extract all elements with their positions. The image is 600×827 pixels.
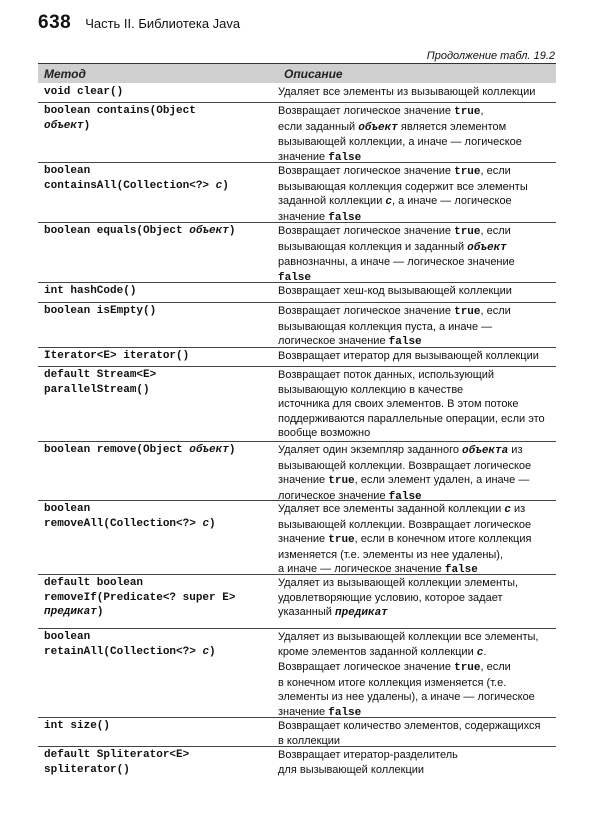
method-description-line	[278, 591, 554, 606]
text-run: изменяется (т.е. элементы из нее удалены),	[278, 548, 504, 561]
method-signature	[44, 284, 274, 299]
text-run: boolean isEmpty()	[44, 305, 157, 317]
row-divider	[38, 102, 556, 103]
italic-term: объект	[189, 444, 229, 456]
method-signature-line	[44, 502, 274, 517]
text-run: containsAll(Collection<?>	[44, 179, 216, 192]
method-signature-line	[44, 719, 274, 734]
text-run: Возвращает логическое значение	[278, 105, 455, 117]
text-run: )	[96, 606, 104, 618]
method-description	[278, 368, 554, 441]
text-run: , если	[480, 305, 511, 317]
table-continuation-note: Продолжение табл. 19.2	[426, 50, 555, 62]
italic-term: объект	[467, 241, 507, 254]
row-divider	[38, 302, 556, 303]
method-signature-line	[44, 748, 274, 763]
italic-term: c	[476, 646, 484, 659]
method-signature	[44, 368, 274, 397]
text-run: значение	[278, 705, 329, 718]
text-run: spliterator()	[44, 763, 130, 776]
method-description-line	[278, 676, 554, 691]
method-description	[278, 748, 554, 777]
keyword: false	[388, 336, 422, 348]
row-divider	[38, 628, 556, 629]
text-run: источника для своих элементов. В этом потоке	[278, 398, 519, 410]
method-description	[278, 630, 554, 720]
text-run: , если элемент удален, а иначе —	[354, 474, 530, 486]
row-divider	[38, 441, 556, 442]
method-description-line	[278, 748, 554, 763]
method-description-line	[278, 532, 554, 548]
method-description-line	[278, 85, 554, 100]
row-divider	[38, 222, 556, 223]
text-run: значение	[278, 533, 329, 545]
method-signature-line	[44, 284, 274, 299]
page-number: 638	[38, 12, 72, 33]
text-run: Возвращает логическое значение	[278, 305, 455, 317]
method-signature-line	[44, 517, 274, 532]
method-description	[278, 443, 554, 504]
text-run: boolean remove(Object	[44, 444, 190, 456]
text-run: Возвращает хеш-код вызывающей коллекции	[278, 285, 512, 297]
text-run: retainAll(Collection<?>	[44, 645, 203, 658]
method-description-line	[278, 284, 554, 299]
method-signature	[44, 85, 274, 100]
method-description-line	[278, 255, 554, 270]
method-description	[278, 164, 554, 225]
italic-term: предикат	[334, 607, 388, 619]
italic-term: объект	[44, 119, 84, 132]
method-description-line	[278, 630, 554, 645]
text-run: Возвращает логическое значение	[278, 165, 455, 177]
text-run: removeIf(Predicate<? super E>	[44, 591, 236, 604]
method-signature-line	[44, 630, 274, 645]
text-run: )	[222, 179, 229, 192]
text-run: Возвращает итератор для вызывающей коллекции	[278, 350, 539, 362]
method-description-line	[278, 548, 554, 563]
text-run: является элементом	[397, 120, 507, 133]
method-signature-line	[44, 85, 274, 100]
method-signature-line	[44, 443, 274, 458]
method-description-line	[278, 368, 554, 383]
method-description	[278, 224, 554, 285]
text-run: , если	[480, 661, 511, 673]
method-signature-line	[44, 304, 274, 319]
text-run: parallelStream()	[44, 383, 150, 396]
text-run: .	[483, 645, 487, 658]
keyword: true	[328, 475, 355, 487]
row-divider	[38, 746, 556, 747]
text-run: default Spliterator<E>	[44, 749, 190, 761]
method-description	[278, 349, 554, 364]
running-title: Часть II. Библиотека Java	[85, 16, 241, 31]
method-signature	[44, 349, 274, 364]
method-description-line	[278, 194, 554, 210]
method-signature-line	[44, 104, 274, 119]
method-signature-line	[44, 179, 274, 194]
text-run: вызывающей коллекции. Возвращает логическое	[278, 518, 532, 531]
italic-term: объект	[189, 225, 229, 237]
method-signature-line	[44, 119, 274, 134]
text-run: Возвращает логическое значение	[278, 225, 455, 237]
text-run: поддерживаются параллельные операции, если это	[278, 412, 545, 425]
method-signature-line	[44, 763, 274, 778]
text-run: boolean	[44, 631, 91, 643]
keyword: false	[278, 271, 312, 284]
text-run: равнозначны, а иначе — логическое значение	[278, 256, 515, 268]
method-signature	[44, 224, 274, 239]
method-signature-line	[44, 164, 274, 179]
text-run: для вызывающей коллекции	[278, 763, 425, 776]
italic-term: c	[385, 196, 392, 208]
method-signature-line	[44, 591, 274, 606]
method-description	[278, 304, 554, 350]
row-divider	[38, 500, 556, 501]
text-run: boolean contains(Object	[44, 105, 196, 117]
text-run: ,	[480, 105, 484, 117]
text-run: логическое значение	[278, 489, 389, 502]
text-run: , если в конечном итоге коллекция	[354, 533, 532, 545]
text-run: Удаляет все элементы заданной коллекции	[278, 503, 505, 515]
text-run: default Stream<E>	[44, 369, 157, 381]
italic-term: c	[504, 504, 511, 516]
method-description-line	[278, 180, 554, 195]
row-divider	[38, 574, 556, 575]
text-run: заданной коллекции	[278, 195, 386, 207]
method-description-line	[278, 645, 554, 661]
text-run: из	[508, 444, 523, 456]
method-description-line	[278, 426, 554, 441]
method-description-line	[278, 473, 554, 489]
method-signature-line	[44, 605, 274, 620]
keyword: true	[454, 106, 481, 118]
text-run: в коллекции	[278, 734, 341, 747]
method-signature-line	[44, 383, 274, 398]
column-header-method: Метод	[44, 66, 86, 81]
method-signature	[44, 164, 274, 193]
text-run: boolean	[44, 503, 91, 515]
text-run: из	[510, 503, 526, 515]
italic-term: предикат	[44, 606, 97, 618]
method-description-line	[278, 383, 554, 398]
method-description-line	[278, 660, 554, 676]
method-description-line	[278, 412, 554, 427]
text-run: вызывающая коллекция пуста, а иначе —	[278, 320, 493, 333]
text-run: void clear()	[44, 86, 124, 98]
method-signature	[44, 576, 274, 620]
keyword: false	[328, 211, 362, 224]
text-run: )	[83, 119, 91, 132]
text-run: Возвращает поток данных, использующий	[278, 369, 495, 381]
text-run: Удаляет один экземпляр заданного	[278, 444, 463, 456]
method-signature	[44, 443, 274, 458]
method-description	[278, 576, 554, 621]
method-description-line	[278, 719, 554, 734]
text-run: вообще возможно	[278, 427, 371, 439]
text-run: вызывающую коллекцию в качестве	[278, 383, 464, 396]
method-description-line	[278, 397, 554, 412]
keyword: false	[388, 490, 422, 503]
method-signature	[44, 104, 274, 133]
method-description-line	[278, 320, 554, 335]
text-run: Удаляет из вызывающей коллекции элементы,	[278, 577, 519, 589]
method-signature	[44, 502, 274, 531]
text-run: Iterator<E> iterator()	[44, 350, 190, 362]
keyword: true	[454, 662, 481, 674]
text-run: )	[228, 444, 236, 456]
text-run: кроме элементов заданной коллекции	[278, 645, 477, 658]
keyword: true	[454, 306, 481, 318]
method-description-line	[278, 518, 554, 533]
text-run: значение	[278, 150, 329, 163]
column-header-description: Описание	[284, 66, 343, 81]
method-signature-line	[44, 368, 274, 383]
text-run: вызывающая коллекция и заданный	[278, 240, 468, 253]
text-run: элементы из нее удалены), а иначе — логическое	[278, 691, 535, 703]
italic-term: c	[202, 517, 210, 530]
text-run: )	[209, 517, 216, 530]
method-description-line	[278, 763, 554, 778]
text-run: Удаляет из вызывающей коллекции все элементы,	[278, 631, 539, 643]
text-run: int hashCode()	[44, 285, 137, 297]
row-divider	[38, 366, 556, 367]
method-signature	[44, 719, 274, 734]
text-run: вызывающей коллекции, а иначе — логическое	[278, 136, 522, 148]
text-run: , если	[480, 225, 511, 237]
text-run: removeAll(Collection<?>	[44, 517, 203, 530]
keyword: false	[444, 564, 478, 576]
method-signature-line	[44, 645, 274, 660]
keyword: true	[454, 166, 481, 178]
method-description-line	[278, 164, 554, 180]
method-description-line	[278, 576, 554, 591]
method-description-line	[278, 120, 554, 136]
text-run: Возвращает итератор-разделитель	[278, 749, 458, 761]
method-signature-line	[44, 349, 274, 364]
text-run: значение	[278, 474, 329, 486]
row-divider	[38, 347, 556, 348]
text-run: а иначе — логическое значение	[278, 563, 445, 575]
method-signature	[44, 748, 274, 777]
italic-term: c	[215, 179, 223, 192]
text-run: boolean	[44, 165, 91, 177]
method-signature-line	[44, 576, 274, 591]
method-description-line	[278, 605, 554, 621]
method-description-line	[278, 459, 554, 474]
text-run: указанный	[278, 606, 335, 618]
method-description-line	[278, 240, 554, 256]
text-run: )	[209, 645, 216, 658]
text-run: логическое значение	[278, 335, 389, 347]
method-description-line	[278, 349, 554, 364]
text-run: удовлетворяющие условию, которое задает	[278, 591, 503, 604]
method-description-line	[278, 304, 554, 320]
method-description	[278, 719, 554, 748]
page-header	[38, 12, 240, 34]
keyword: true	[328, 534, 355, 546]
text-run: default boolean	[44, 577, 144, 589]
text-run: )	[228, 225, 236, 237]
method-description-line	[278, 224, 554, 240]
method-description-line	[278, 502, 554, 518]
method-description-line	[278, 104, 554, 120]
text-run: int size()	[44, 720, 111, 732]
italic-term: объекта	[462, 445, 509, 457]
text-run: boolean equals(Object	[44, 225, 190, 237]
method-signature	[44, 630, 274, 659]
text-run: , если	[480, 165, 511, 177]
row-divider	[38, 717, 556, 718]
method-signature-line	[44, 224, 274, 239]
text-run: в конечном итоге коллекция изменяется (т.е.	[278, 676, 507, 689]
italic-term: объект	[358, 121, 398, 134]
text-run: если заданный	[278, 120, 359, 133]
method-description	[278, 104, 554, 165]
method-description	[278, 502, 554, 578]
method-description-line	[278, 135, 554, 150]
text-run: Возвращает логическое значение	[278, 661, 455, 673]
method-description-line	[278, 443, 554, 459]
text-run: вызывающая коллекция содержит все элементы	[278, 180, 528, 193]
keyword: true	[454, 226, 481, 238]
method-description-line	[278, 690, 554, 705]
keyword: false	[328, 706, 362, 719]
italic-term: c	[202, 645, 210, 658]
text-run: вызывающей коллекции. Возвращает логическое	[278, 459, 532, 472]
text-run: Удаляет все элементы из вызывающей коллекции	[278, 86, 536, 98]
row-divider	[38, 162, 556, 163]
table-header	[38, 64, 556, 83]
keyword: false	[328, 151, 362, 164]
text-run: Возвращает количество элементов, содержащихся	[278, 720, 541, 732]
row-divider	[38, 282, 556, 283]
method-description	[278, 85, 554, 100]
text-run: значение	[278, 210, 329, 223]
method-description	[278, 284, 554, 299]
method-signature	[44, 304, 274, 319]
text-run: , а иначе — логическое	[392, 195, 512, 207]
